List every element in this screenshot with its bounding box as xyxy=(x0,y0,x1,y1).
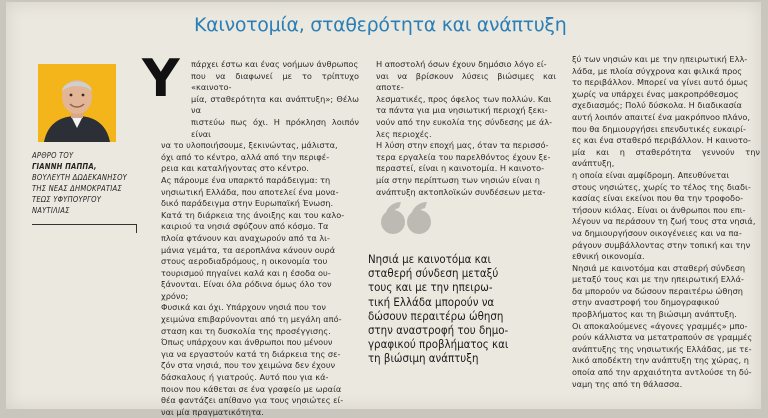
text-line: που θα δημιουργήσει επενδυτικές ευκαιρί- xyxy=(572,123,746,134)
text-line: εθνική οικονομία. xyxy=(572,251,645,262)
text-line: κασίας είναι εκείνοι που θα την τροφοδο- xyxy=(572,193,744,204)
text-line: να δημιουργήσουν οικογένειες και να πα- xyxy=(572,227,742,238)
text-line: ποιον που κάθεται σε ένα γραφείο με ωραία xyxy=(161,383,342,394)
text-line: Οι αποκαλούμενες «άγονες γραμμές» μπο- xyxy=(572,320,748,331)
quote-icon xyxy=(379,200,435,240)
text-line: σταθερή σύνδεση μεταξύ xyxy=(368,266,499,281)
article-column-3 xyxy=(572,54,760,409)
text-line: προβλήματος και τη βιώσιμη ανάπτυξη. xyxy=(572,309,737,320)
text-line: ξάνονται. Είναι όλα ρόδινα όμως όλο τον xyxy=(161,279,332,290)
author-role-line: ΤΕΩΣ ΥΦΥΠΟΥΡΓΟΥ xyxy=(32,195,102,204)
text-line: ες και ένα σταθερό περιβάλλον. Η καινοτο- xyxy=(572,135,751,146)
author-name: ΓΙΑΝΝΗ ΠΑΠΠΑ, xyxy=(32,162,97,171)
text-line: μάνια γεμάτα, τα αεροπλάνα κάνουν ουρά xyxy=(161,244,336,255)
text-line: ναμη της από τη θάλασσα. xyxy=(572,378,683,389)
drop-cap: Υ xyxy=(142,49,180,109)
text-line: λεσματικές, προς όφελος των πολλών. Και xyxy=(376,93,552,104)
text-line: λικό αποδέκτη την ανάπτυξη της χώρας, η xyxy=(572,355,749,366)
text-line: καιριού τα νησιά σφύζουν από κόσμο. Τα xyxy=(161,221,329,232)
text-line: λέγουν να περάσουν τη ζωή τους στα νησιά, xyxy=(572,216,756,227)
text-line: το περιβάλλον. Μπορεί να γίνει αυτό όμως xyxy=(572,77,749,88)
article-column-2 xyxy=(376,59,556,197)
text-line: για να εργαστούν κατά τη διάρκεια της σε- xyxy=(161,348,341,359)
text-line: χρόνο; xyxy=(161,290,189,301)
text-line: η οποία είναι αμφίδρομη. Απευθύνεται xyxy=(572,169,730,180)
text-line: Η λύση στην εποχή μας, όταν τα περισσό- xyxy=(376,140,549,151)
text-line: τερα εργαλεία του παρελθόντος έχουν ξε- xyxy=(376,151,551,162)
article-column-1 xyxy=(161,59,359,417)
text-line: θέα φαντάζει απίθανο για τους νησιώτες εί- xyxy=(161,395,344,406)
byline-prefix: ΑΡΘΡΟ ΤΟΥ xyxy=(32,151,74,160)
text-line: ξύ των νησιών και με την ηπειρωτική Ελλ- xyxy=(572,54,748,64)
text-line: λάδα, με πλοία σύγχρονα και φιλικά προς xyxy=(572,65,743,76)
text-line: τήσουν κιόλας. Είναι οι άνθρωποι που επι- xyxy=(572,204,746,215)
text-line: ανάπτυξης της νησιωτικής Ελλάδας, με τε- xyxy=(572,343,752,354)
text-line: Φυσικά και όχι. Υπάρχουν νησιά που τον xyxy=(161,302,326,313)
text-line: Νησιά με καινοτόμα και xyxy=(368,252,491,266)
text-line: μεταξύ τους και με την ηπειρωτική Ελλά- xyxy=(572,274,744,285)
text-line: μία και η σταθερότητα γεννούν την ανάπτυξη, xyxy=(572,146,760,169)
text-line: πλοία φτάνουν και αναχωρούν από τα λι- xyxy=(161,232,330,243)
text-line: τουρισμού πηγαίνει καλά και η έσοδα ου- xyxy=(161,267,331,278)
text-line: δάσκαλους ή γιατρούς. Αυτό που για κά- xyxy=(161,372,329,383)
text-line: νούν από την ευκολία της σύνδεσης με άλ- xyxy=(376,116,553,127)
text-line: στους νησιώτες, χωρίς το τέλος της διαδι- xyxy=(572,181,751,192)
author-role-line: ΒΟΥΛΕΥΤΗ ΔΩΔΕΚΑΝΗΣΟΥ xyxy=(32,173,128,182)
text-line: δα μπορούν να δώσουν περαιτέρω ώθηση xyxy=(572,285,743,296)
text-line: που να διαφωνεί με το τρίπτυχο «καινοτο- xyxy=(191,70,359,93)
text-line: τα πάντα για μια νησιωτική περιοχή ξεκι- xyxy=(376,105,548,116)
text-line: οποία από την αρχαιότητα αντλούσε τη δύ- xyxy=(572,367,752,378)
text-line: Η αποστολή όσων έχουν δημόσιο λόγο εί- xyxy=(376,59,547,69)
text-line: δικό παράδειγμα στην Ευρωπαϊκή Ένωση. xyxy=(161,198,334,209)
text-line: πιστεύω πως όχι. Η πρόκληση λοιπόν είναι xyxy=(191,116,359,139)
text-line: τική Ελλάδα μπορούν να xyxy=(368,294,495,309)
text-line: τους και με την ηπειρω- xyxy=(368,280,493,295)
text-line: Κατά τη διάρκεια της άνοιξης και του καλο- xyxy=(161,209,345,220)
newspaper-page xyxy=(6,2,761,417)
text-line: ναι να βρίσκουν λύσεις βιώσιμες και αποτε- xyxy=(376,70,556,93)
pull-quote xyxy=(368,252,566,366)
text-line: στην αναστροφή του δημογραφικού xyxy=(572,297,720,308)
text-line: τη βιώσιμη ανάπτυξη xyxy=(368,351,479,366)
text-line: χωρίς να υπάρχει ένας μακροπρόθεσμος xyxy=(572,88,739,99)
author-byline xyxy=(32,150,152,216)
author-role-line: ΤΗΣ ΝΕΑΣ ΔΗΜΟΚΡΑΤΙΑΣ xyxy=(32,184,122,193)
text-line: περαστεί, είναι η καινοτομία. Η καινοτο- xyxy=(376,163,545,174)
text-line: όχι από το κέντρο, αλλά από την περιφέ- xyxy=(161,151,330,162)
text-line: χειμώνα επιβαρύνονται από τη μεγάλη από- xyxy=(161,314,342,325)
text-line: σταση και τη δυσκολία της προσέγγισης. xyxy=(161,325,331,336)
text-line: Ας πάρουμε ένα υπαρκτό παράδειγμα: τη xyxy=(161,174,331,185)
text-line: στους αεροδιαδρόμους, η οικονομία του xyxy=(161,256,328,267)
text-line: ρούν κάλλιστα να μετατραπούν σε γραμμές xyxy=(572,332,753,343)
text-line: λες περιοχές. xyxy=(376,128,432,139)
text-line: πάρχει έστω και ένας νοήμων άνθρωπος xyxy=(191,59,359,69)
text-line: Όπως υπάρχουν και άνθρωποι που μένουν xyxy=(161,337,333,348)
text-line: μία στην περίπτωση των νησιών είναι η xyxy=(376,174,540,185)
article-title: Καινοτομία, σταθερότητα και ανάπτυξη xyxy=(194,14,567,36)
text-line: ρεια και καταλήγοντας στο κέντρο. xyxy=(161,163,310,174)
text-line: μία, σταθερότητα και ανάπτυξη»; Θέλω να xyxy=(191,93,359,116)
author-role-line: ΝΑΥΤΙΛΙΑΣ xyxy=(32,206,70,215)
byline-rule xyxy=(32,224,137,233)
portrait-illustration xyxy=(38,64,116,142)
text-line: Νησιά με καινοτόμα και σταθερή σύνδεση xyxy=(572,262,746,273)
text-line: γραφικού προβλήματος και xyxy=(368,337,509,352)
text-line: να το υλοποιήσουμε, ξεκινώντας, μάλιστα, xyxy=(161,140,338,151)
text-line: νησιωτική Ελλάδα, που αποτελεί ένα μονα- xyxy=(161,186,339,197)
text-line: ναι μία πραγματικότητα. xyxy=(161,406,264,417)
text-line: δώσουν περαιτέρω ώθηση xyxy=(368,308,504,323)
text-line: στην αναστροφή του δημο- xyxy=(368,323,509,338)
author-portrait xyxy=(38,64,116,142)
text-line: ράγουν συμβάλλοντας στην τοπική και την xyxy=(572,239,751,250)
text-line: ανάπτυξη ακτοπλοϊκών συνδέσεων μετα- xyxy=(376,186,546,197)
text-line: σχεδιασμός; Πολύ δύσκολα. Η διαδικασία xyxy=(572,100,742,111)
text-line: αυτή λοιπόν απαιτεί ένα μακρόπνοο πλάνο, xyxy=(572,111,750,122)
text-line: ζόν στα νησιά, που τον χειμώνα δεν έχουν xyxy=(161,360,336,371)
